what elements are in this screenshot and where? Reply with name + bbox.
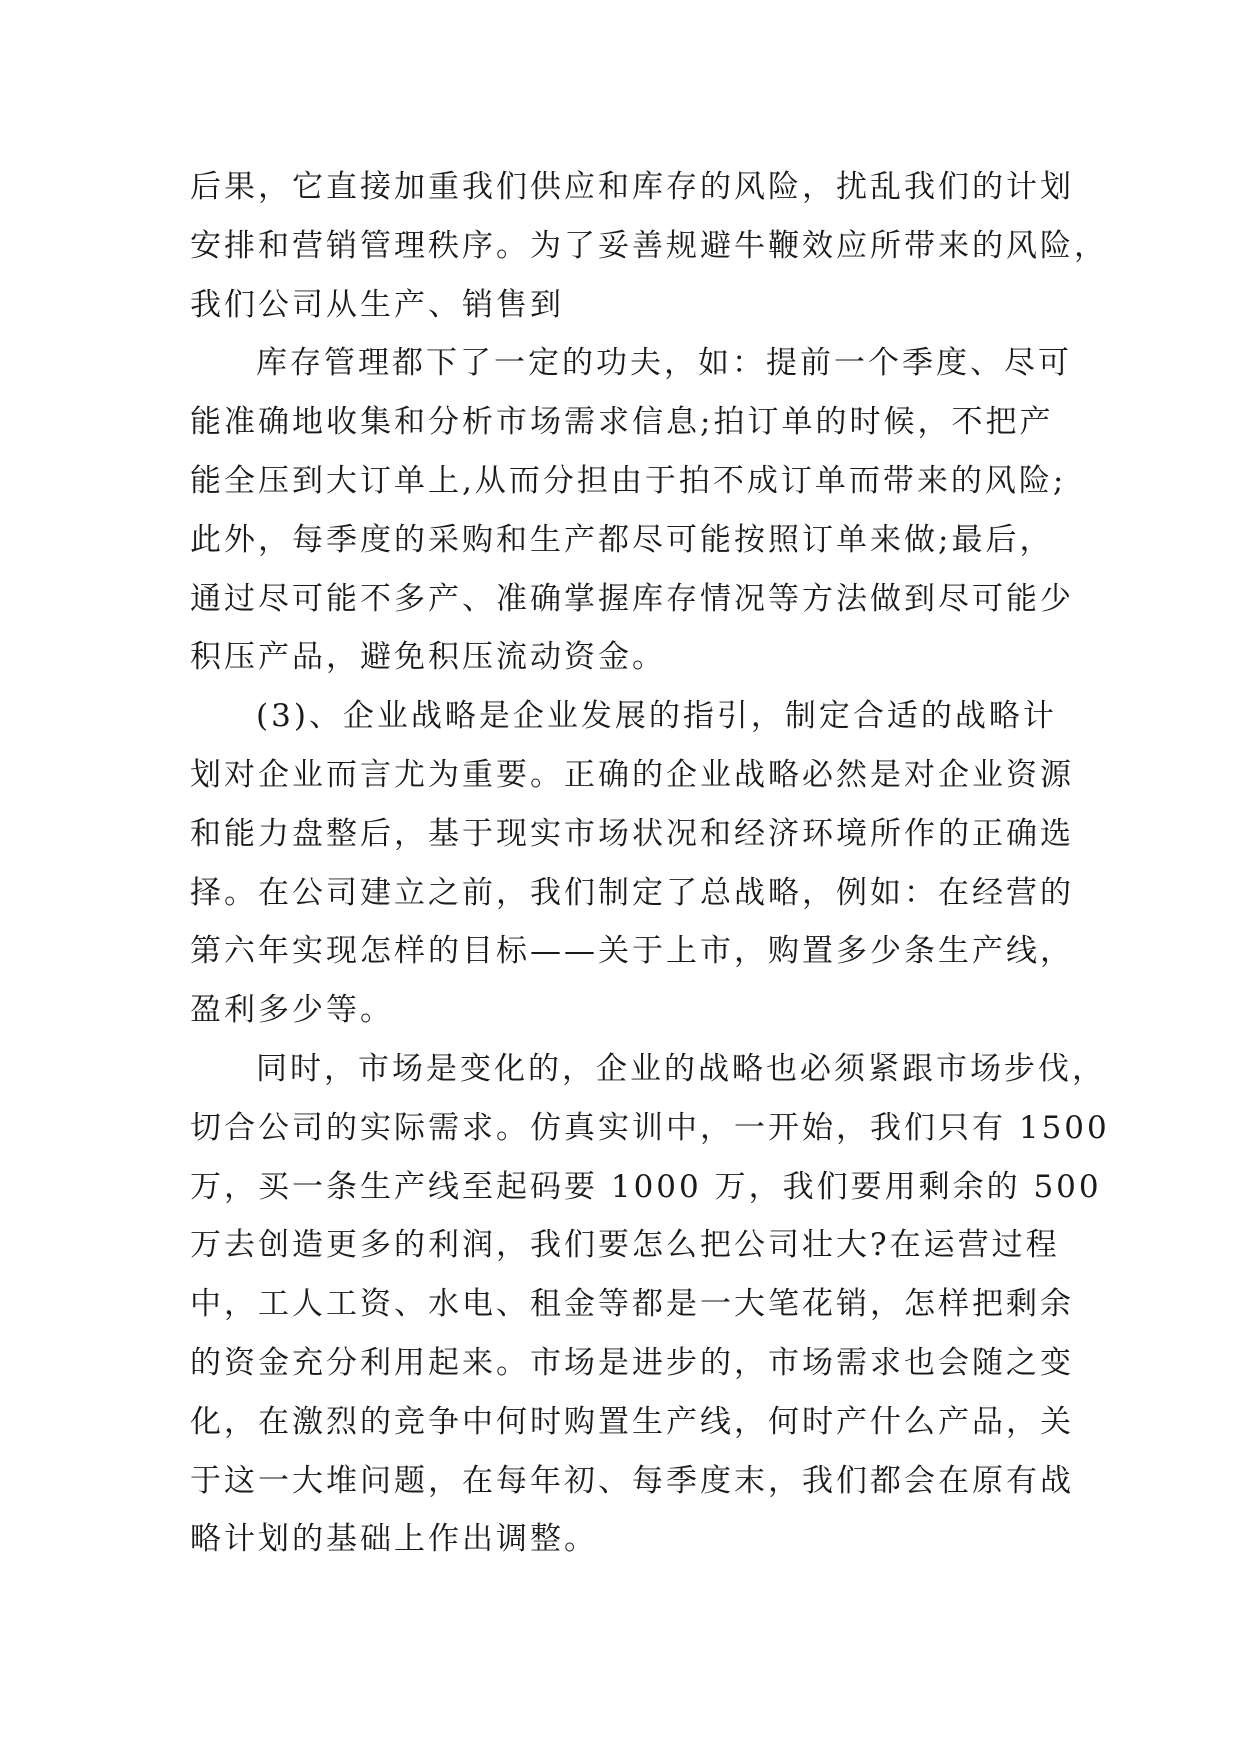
text-line: 和能力盘整后，基于现实市场状况和经济环境所作的正确选 (190, 815, 1074, 852)
text-line: 此外，每季度的采购和生产都尽可能按照订单来做;最后， (190, 521, 1054, 558)
text-line: 的资金充分利用起来。市场是进步的，市场需求也会随之变 (190, 1344, 1074, 1381)
text-line: 积压产品，避免积压流动资金。 (190, 639, 666, 676)
document-page (190, 158, 1110, 1569)
text-line: 万，买一条生产线至起码要 1000 万，我们要用剩余的 500 (190, 1168, 1102, 1205)
paragraph (190, 158, 1108, 334)
text-line: 同时，市场是变化的，企业的战略也必须紧跟市场步伐， (256, 1050, 1106, 1087)
text-line: 略计划的基础上作出调整。 (190, 1521, 598, 1558)
paragraph (190, 334, 1090, 687)
text-line: 中，工人工资、水电、租金等都是一大笔花销，怎样把剩余 (190, 1286, 1074, 1323)
text-line: 我们公司从生产、销售到 (190, 286, 564, 323)
text-line: 盈利多少等。 (190, 992, 394, 1029)
text-line: 能准确地收集和分析市场需求信息;拍订单的时候，不把产 (190, 404, 1054, 441)
text-line: 于这一大堆问题，在每年初、每季度末，我们都会在原有战 (190, 1462, 1074, 1499)
text-line: 能全压到大订单上,从而分担由于拍不成订单而带来的风险; (190, 462, 1067, 499)
text-line: 万去创造更多的利润，我们要怎么把公司壮大?在运营过程 (190, 1227, 1060, 1264)
text-line: 第六年实现怎样的目标——关于上市，购置多少条生产线， (190, 933, 1074, 970)
text-line: 通过尽可能不多产、准确掌握库存情况等方法做到尽可能少 (190, 580, 1074, 617)
text-line: 划对企业而言尤为重要。正确的企业战略必然是对企业资源 (190, 756, 1074, 793)
text-line: 择。在公司建立之前，我们制定了总战略，例如：在经营的 (190, 874, 1074, 911)
text-line: 安排和营销管理秩序。为了妥善规避牛鞭效应所带来的风险， (190, 227, 1108, 264)
paragraph (190, 1040, 1110, 1569)
text-line: 库存管理都下了一定的功夫，如：提前一个季度、尽可 (256, 345, 1072, 382)
paragraph (190, 687, 1090, 1040)
text-line: 化，在激烈的竞争中何时购置生产线，何时产什么产品，关 (190, 1403, 1074, 1440)
text-line: (3)、企业战略是企业发展的指引，制定合适的战略计 (256, 698, 1057, 735)
text-line: 后果，它直接加重我们供应和库存的风险，扰乱我们的计划 (190, 169, 1074, 205)
text-line: 切合公司的实际需求。仿真实训中，一开始，我们只有 1500 (190, 1109, 1110, 1146)
